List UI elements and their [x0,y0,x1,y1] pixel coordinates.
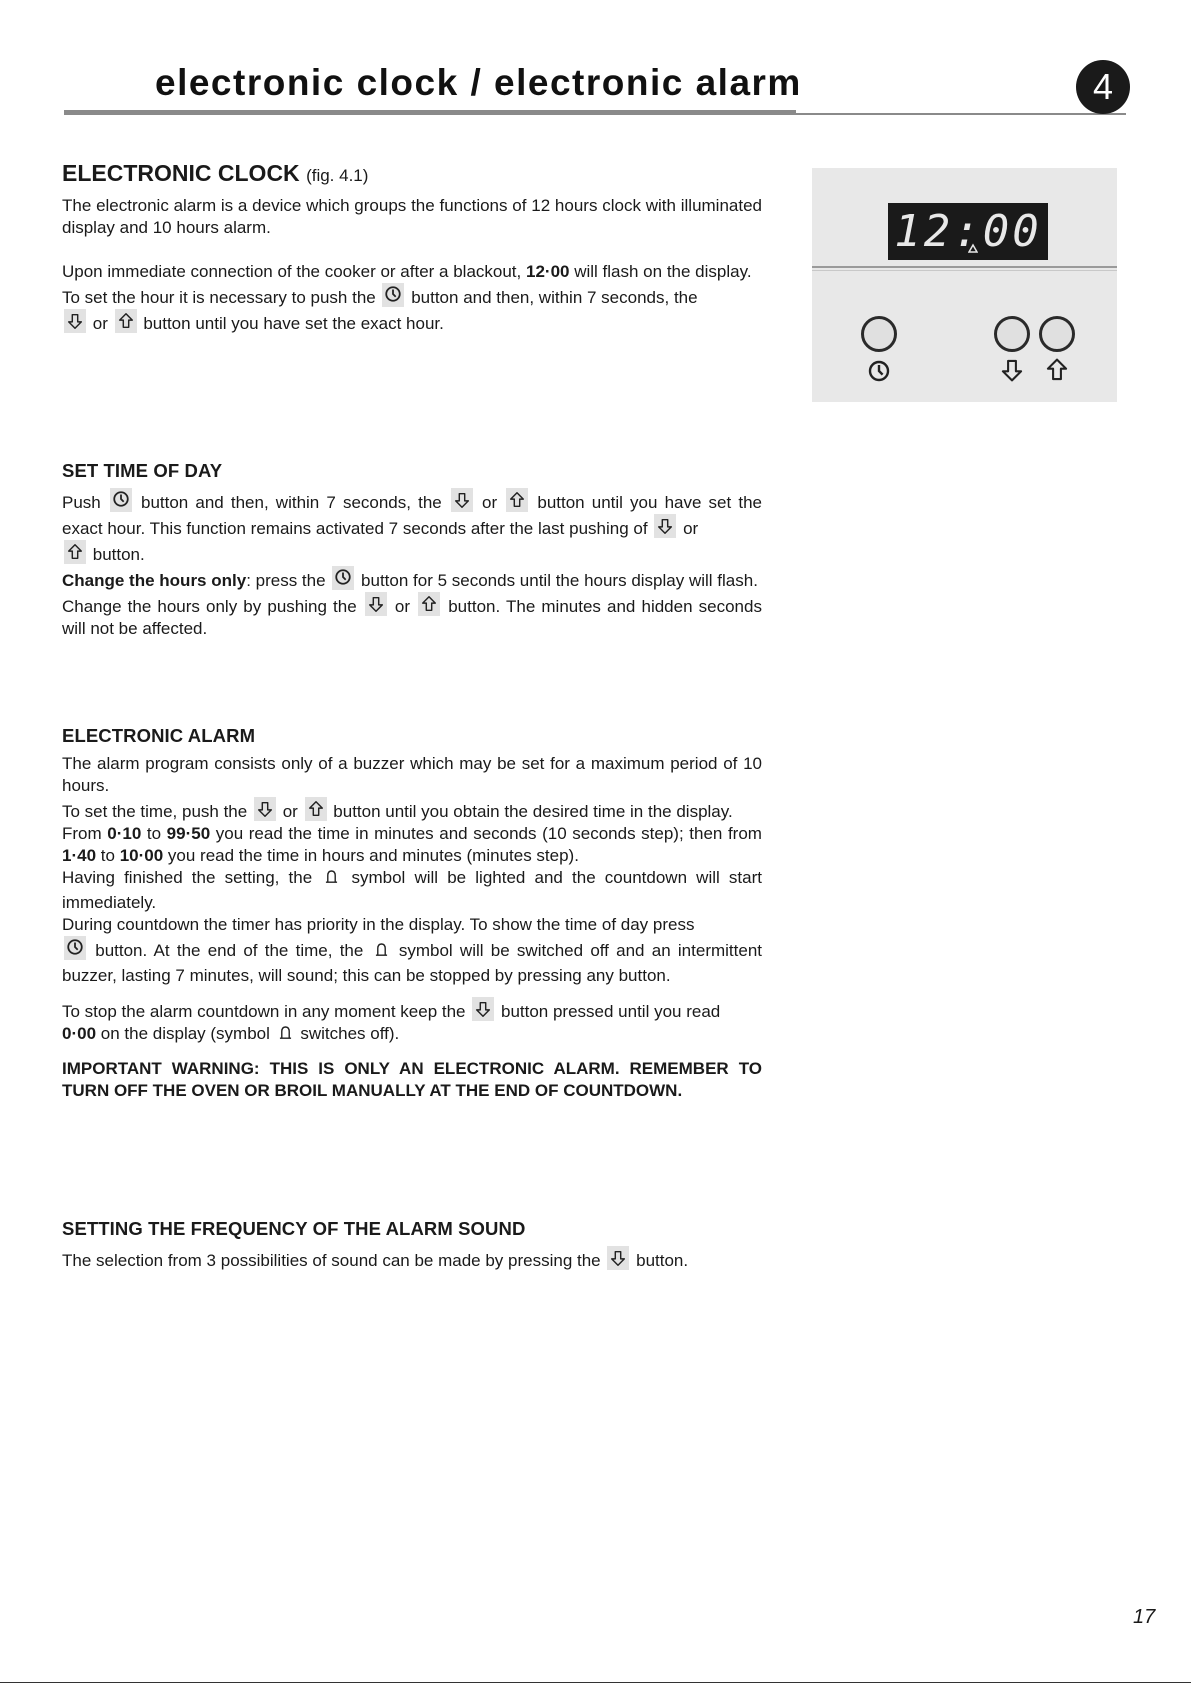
digital-display [888,203,1048,260]
important-warning: IMPORTANT WARNING: THIS IS ONLY AN ELECTRONIC ALARM. REMEMBER TO TURN OFF THE OVEN OR BROIL MANUALLY AT THE END OF COUNTDOWN. [62,1059,762,1100]
clock-icon [382,283,404,307]
alarm-indicator-icon [968,243,978,253]
paragraph: To stop the alarm countdown in any moment keep the button pressed until you read 0·00 on the display (symbol switches off). [62,997,762,1048]
clock-icon [110,488,132,512]
header-rule [64,110,796,115]
panel-divider [812,270,1117,271]
bell-icon [279,1025,292,1048]
section-electronic-clock [62,160,762,335]
arrow-up-icon [64,540,86,564]
clock-icon [332,566,354,590]
paragraph: The selection from 3 possibilities of sound can be made by pressing the button. [62,1246,762,1272]
paragraph: The alarm program consists only of a buzzer which may be set for a maximum period of 10 hours. To set the time, push the or button until you obtain the desired time in the display. From 0·10 to 99·50 you read the time in minutes and seconds (10 seconds step); then from 1·40 to 10·00 you read the time in hours and minutes (minutes step). Having finished the setting, the symbol will be lighted and the countdown will start immediately. During countdown the timer has priority in the display. To show the time of day press button. At the end of the time, the symbol will be switched off and an intermittent buzzer, lasting 7 minutes, will sound; this can be stopped by pressing any button. [62,754,762,985]
paragraph: The electronic alarm is a device which groups the functions of 12 hours clock with illuminated display and 10 hours alarm. [62,196,762,237]
arrow-down-icon [654,514,676,538]
section-set-time [62,460,762,640]
heading-text: ELECTRONIC CLOCK [62,160,300,186]
section-alarm-frequency [62,1218,762,1272]
section-heading: SET TIME OF DAY [62,460,223,481]
paragraph: Push button and then, within 7 seconds, the or button until you have set the exact hour. This function remains activated 7 seconds after the last pushing of or button. Change the hours only: press the button for 5 seconds until the hours display will flash. Change the hours only by pushing the or button. The minutes and hidden seconds will not be affected. [62,488,762,640]
section-electronic-alarm [62,725,762,1102]
footer-rule [0,1682,1191,1683]
arrow-down-icon [365,592,387,616]
clock-control-panel-figure [812,168,1117,402]
clock-icon [64,936,86,960]
arrow-up-icon [418,592,440,616]
arrow-up-icon [115,309,137,333]
arrow-down-icon [472,997,494,1021]
page-number: 17 [1133,1606,1156,1628]
page-title: electronic clock / electronic alarm [155,62,802,103]
chapter-badge: 4 [1076,60,1130,114]
display-readout: 12:00 [894,206,1042,257]
section-heading: SETTING THE FREQUENCY OF THE ALARM SOUND [62,1218,526,1239]
figure-reference: (fig. 4.1) [306,166,369,185]
arrow-down-icon [64,309,86,333]
arrow-down-icon [451,488,473,512]
arrow-down-icon [254,797,276,821]
arrow-down-icon [607,1246,629,1270]
arrow-up-icon [305,797,327,821]
section-heading [62,160,762,187]
bell-icon [375,942,388,965]
paragraph: Upon immediate connection of the cooker or after a blackout, 12·00 will flash on the display. To set the hour it is necessary to push the button and then, within 7 seconds, the or button until you have set the exact hour. [62,262,752,333]
arrow-down-icon [999,356,1025,384]
up-button[interactable] [1039,316,1075,352]
clock-button[interactable] [861,316,897,352]
arrow-up-icon [506,488,528,512]
arrow-up-icon [1044,356,1070,384]
clock-icon [867,359,891,383]
section-heading: ELECTRONIC ALARM [62,725,256,746]
down-button[interactable] [994,316,1030,352]
bell-icon [325,869,338,892]
header-rule-thin [700,113,1126,115]
panel-divider [812,266,1117,268]
